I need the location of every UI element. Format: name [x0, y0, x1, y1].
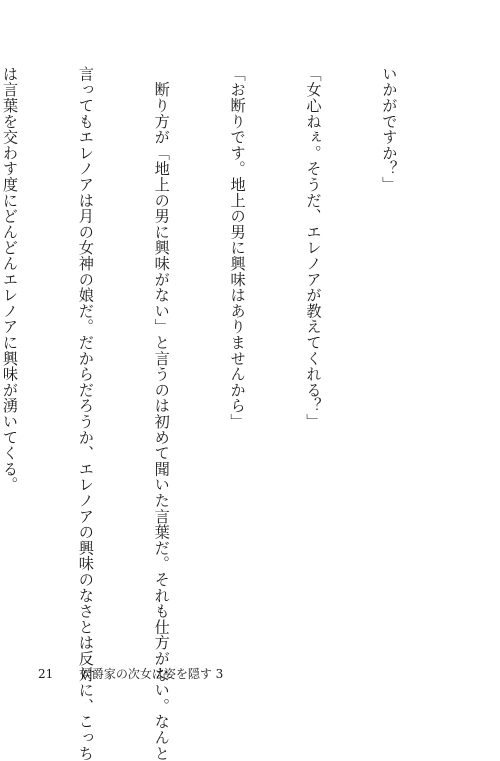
page-number: 21: [38, 667, 54, 681]
page-footer: [38, 667, 223, 681]
text-line: は言葉を交わす度にどんどんエレノアに興味が湧いてくる。: [0, 66, 19, 493]
book-title: 侯爵家の次女は姿を隠す 3: [79, 667, 224, 681]
text-line: 「女心ねぇ。そうだ、エレノアが教えてくれる？」: [304, 66, 323, 430]
text-line: いかがですか？」: [380, 66, 399, 193]
text-line: 言ってもエレノアは月の女神の娘だ。だからだろうか、エレノアの興味のなさとは反対に、こっち: [76, 66, 95, 761]
text-line: 「お断りです。地上の男に興味はありませんから」: [228, 66, 247, 430]
text-line: 断り方が「地上の男に興味がない」と言うのは初めて聞いた言葉だ。それも仕方がない。なんと: [152, 66, 171, 761]
